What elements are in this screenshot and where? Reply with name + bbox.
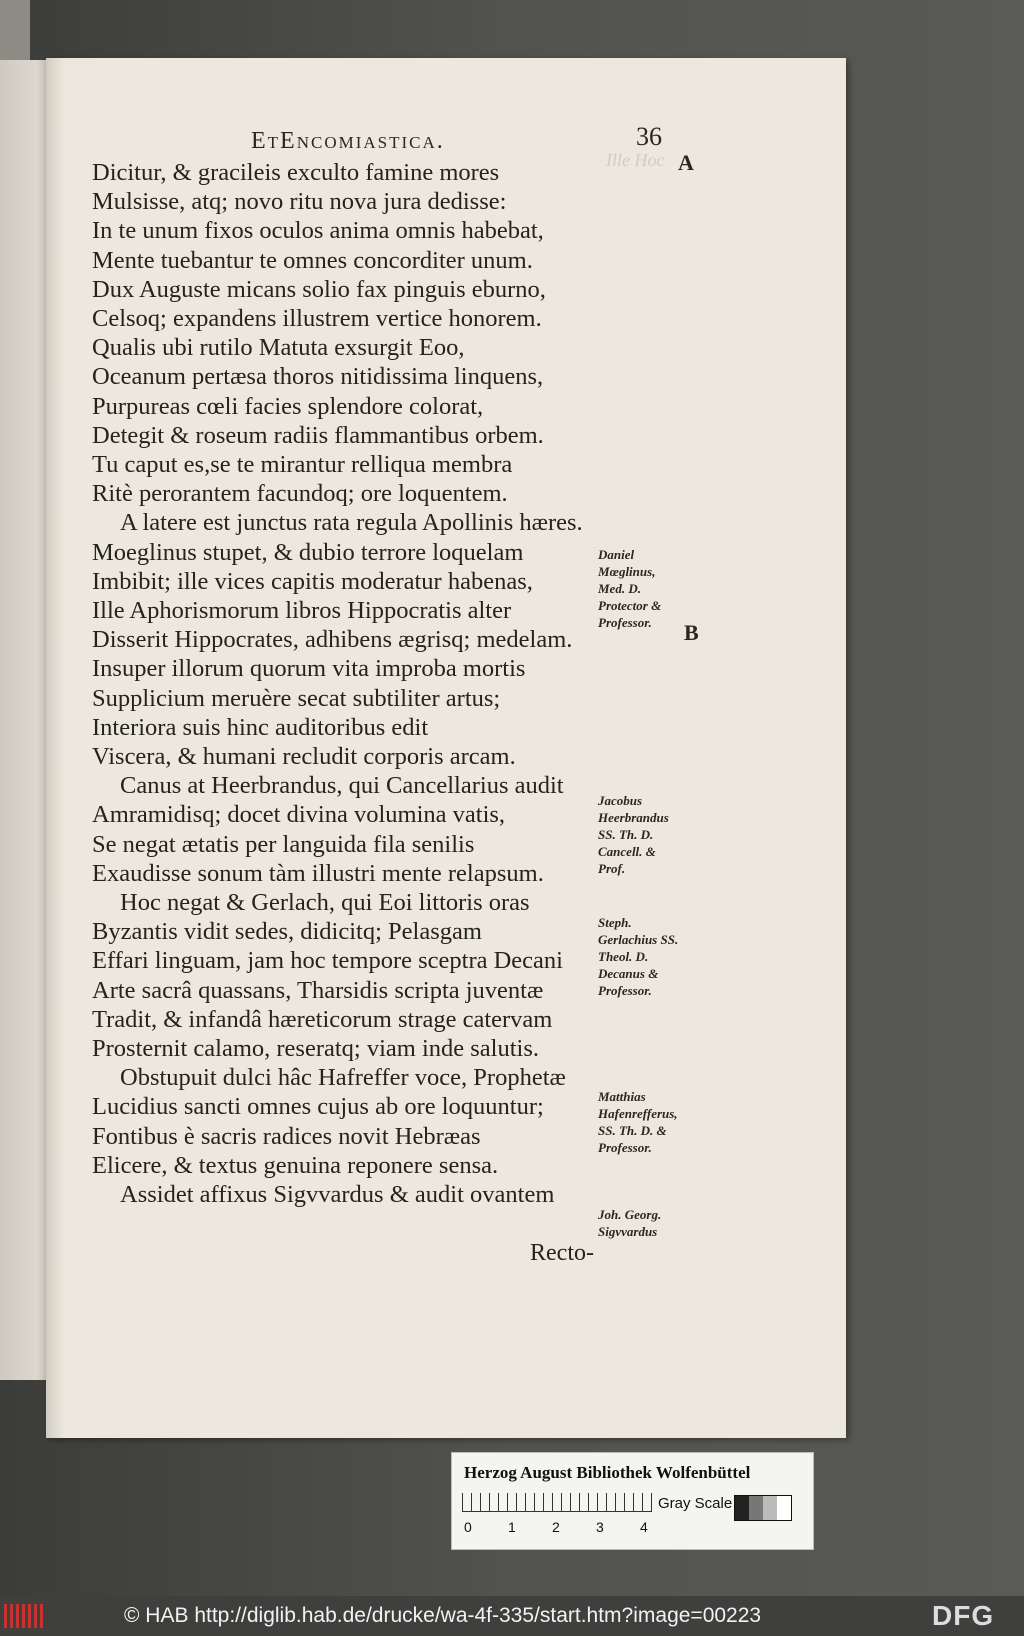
section-letter-a: A (678, 150, 694, 175)
verse-line: Tu caput es,se te mirantur relliqua membra (92, 451, 513, 478)
ruler-number: 0 (464, 1519, 472, 1535)
verse-line: Insuper illorum quorum vita improba mortis (92, 655, 526, 683)
verse-line: Supplicium meruère secat subtiliter artus; (92, 684, 501, 712)
verse-line: Ille Aphorismorum libros Hippocratis alter (92, 597, 512, 624)
ruler-number: 3 (596, 1519, 604, 1535)
library-color-label (451, 1452, 814, 1550)
left-page-spine (0, 0, 30, 60)
verse-line: Prosternit calamo, reseratq; viam inde salutis. (92, 1035, 540, 1062)
verse-line: Qualis ubi rutilo Matuta exsurgit Eoo, (92, 334, 465, 362)
marginal-note: Steph. Gerlachius SS. Theol. D. Decanus & Professor. (598, 915, 679, 998)
marginal-note: Jacobus Heerbrandus SS. Th. D. Cancell. & Prof. (598, 793, 669, 876)
ruler-number: 2 (552, 1519, 560, 1535)
ruler-number: 1 (508, 1519, 516, 1535)
marginal-note: Matthias Hafenrefferus, SS. Th. D. & Professor. (598, 1089, 678, 1155)
verse-line: In te unum fixos oculos anima omnis habebat, (92, 217, 544, 245)
library-name: Herzog August Bibliothek Wolfenbüttel (464, 1463, 751, 1482)
ruler-number: 4 (640, 1519, 648, 1535)
section-letter-b: B (684, 620, 699, 645)
facing-page-edge (0, 60, 52, 1380)
verse-line: A latere est junctus rata regula Apollinis hæres. (120, 509, 583, 537)
footer-url[interactable]: © HAB http://diglib.hab.de/drucke/wa-4f-335/start.htm?image=00223 (124, 1604, 762, 1627)
verse-line: Lucidius sancti omnes cujus ab ore loquuntur; (92, 1093, 544, 1121)
verse-line: Disserit Hippocrates, adhibens ægrisq; medelam. (92, 626, 573, 654)
verse-line: Tradit, & infandâ hæreticorum strage catervam (92, 1005, 553, 1033)
ruler-ticks (462, 1493, 652, 1512)
verse-line: Fontibus è sacris radices novit Hebræas (92, 1122, 481, 1150)
verse-line: Assidet affixus Sigvvardus & audit ovantem (120, 1181, 555, 1208)
bleed-through-text: Ille Hoc (606, 150, 665, 170)
scale-ruler (462, 1493, 652, 1517)
gray-scale-label: Gray Scale (658, 1495, 733, 1512)
verse-line: Viscera, & humani recludit corporis arcam. (92, 743, 516, 770)
book-page (46, 58, 846, 1438)
verse-line: Arte sacrâ quassans, Tharsidis scripta juventæ (92, 976, 544, 1004)
verse-line: Oceanum pertæsa thoros nitidissima linquens, (92, 363, 544, 391)
gray-scale-swatch (734, 1495, 792, 1521)
verse-line: Dicitur, & gracileis exculto famine mores (92, 159, 500, 186)
verse-line: Interiora suis hinc auditoribus edit (92, 713, 429, 741)
catchword: Recto- (530, 1240, 594, 1266)
verse-line: Elicere, & textus genuina reponere sensa. (92, 1151, 499, 1179)
verse-line: Moeglinus stupet, & dubio terrore loquelam (92, 538, 524, 566)
footer-bar (0, 1596, 1024, 1636)
verse-line: Amramidisq; docet divina volumina vatis, (92, 801, 506, 829)
verse-line: Ritè perorantem facundoq; ore loquentem. (92, 480, 508, 508)
marginal-note: Joh. Georg. Sigvvardus (598, 1207, 662, 1239)
verse-line: Hoc negat & Gerlach, qui Eoi littoris oras (120, 889, 530, 916)
verse-line: Byzantis vidit sedes, didicitq; Pelasgam (92, 918, 482, 946)
verse-line: Obstupuit dulci hâc Hafreffer voce, Prophetæ (120, 1064, 566, 1092)
verse-line: Detegit & roseum radiis flammantibus orbem. (92, 421, 544, 449)
verse-line: Dux Auguste micans solio fax pinguis eburno, (92, 275, 546, 303)
dfg-logo: DFG (932, 1600, 995, 1631)
verse-line: Se negat ætatis per languida fila senilis (92, 830, 475, 858)
verse-line: Celsoq; expandens illustrem vertice honorem. (92, 305, 542, 332)
page-number: 36 (636, 122, 662, 151)
verse-line: Canus at Heerbrandus, qui Cancellarius audit (120, 772, 564, 800)
verse-line: Effari linguam, jam hoc tempore sceptra Decani (92, 947, 563, 975)
verse-line: Mente tuebantur te omnes concorditer unum. (92, 246, 533, 274)
running-head: EtEncomiastica. (251, 128, 445, 154)
verse-line: Imbibit; ille vices capitis moderatur habenas, (92, 567, 533, 595)
verse-line: Mulsisse, atq; novo ritu nova jura dedisse: (92, 188, 507, 216)
verse-line: Exaudisse sonum tàm illustri mente relapsum. (92, 859, 544, 887)
barcode-icon (4, 1604, 44, 1628)
marginal-note: Daniel Mœglinus, Med. D. Protector & Professor. (598, 547, 662, 630)
verse-line: Purpureas cœli facies splendore colorat, (92, 392, 484, 420)
